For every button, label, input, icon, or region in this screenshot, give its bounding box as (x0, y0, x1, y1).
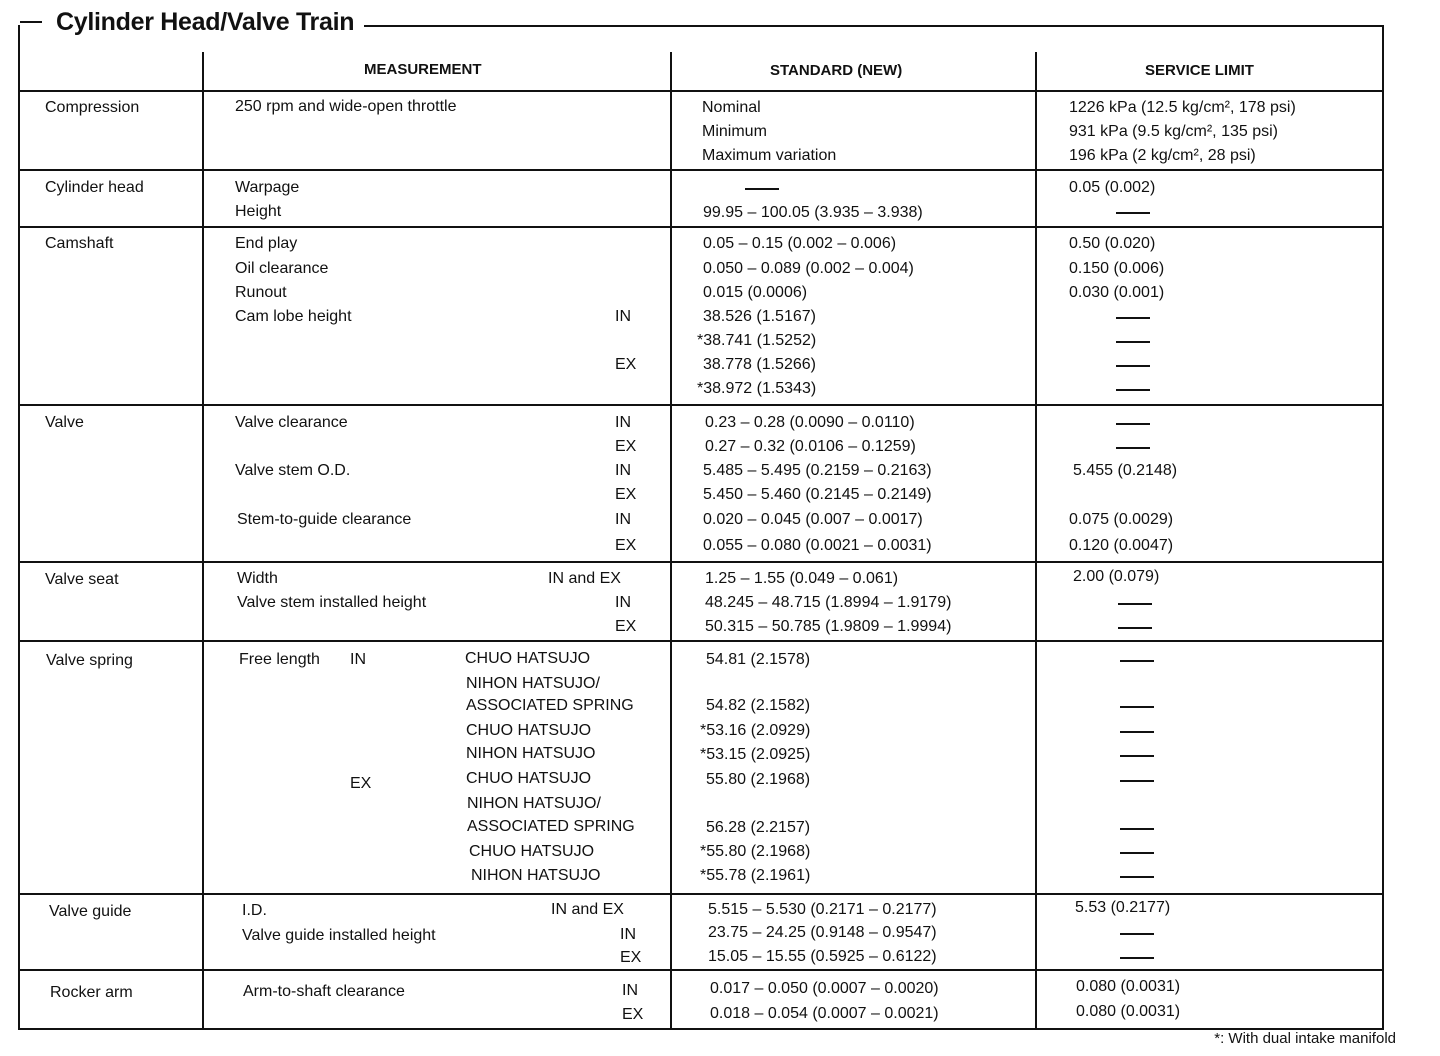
row-divider (18, 226, 1384, 228)
row-divider (18, 169, 1384, 171)
standard-value: 0.017 – 0.050 (0.0007 – 0.0020) (710, 980, 939, 997)
limit-value: 0.150 (0.006) (1069, 260, 1165, 277)
standard-value: *38.741 (1.5252) (697, 332, 817, 349)
measurement-item: Warpage (235, 179, 300, 196)
row-divider (18, 893, 1384, 895)
col-divider (202, 52, 204, 1030)
standard-value: 23.75 – 24.25 (0.9148 – 0.9547) (708, 924, 937, 941)
no-value-dash (1120, 780, 1154, 782)
spring-maker: ASSOCIATED SPRING (466, 697, 634, 714)
measurement-item: Valve clearance (235, 414, 348, 431)
row-divider (18, 90, 1384, 92)
limit-value: 0.030 (0.001) (1069, 284, 1165, 301)
ex-label: EX (615, 537, 637, 554)
title-rule (20, 21, 42, 23)
limit-value: 0.075 (0.0029) (1069, 511, 1174, 528)
no-value-dash (745, 188, 779, 190)
footnote: *: With dual intake manifold (1214, 1030, 1396, 1047)
standard-value: 5.515 – 5.530 (0.2171 – 0.2177) (708, 901, 937, 918)
standard-value: 15.05 – 15.55 (0.5925 – 0.6122) (708, 948, 937, 965)
limit-value: 5.53 (0.2177) (1075, 899, 1171, 916)
standard-value: Maximum variation (702, 147, 837, 164)
limit-value: 0.080 (0.0031) (1076, 978, 1181, 995)
ex-label: EX (620, 949, 642, 966)
standard-value: 0.23 – 0.28 (0.0090 – 0.0110) (705, 414, 915, 431)
standard-value: 5.450 – 5.460 (0.2145 – 0.2149) (703, 486, 932, 503)
row-label-compression: Compression (45, 99, 140, 116)
row-divider (18, 561, 1384, 563)
standard-value: 55.80 (2.1968) (706, 771, 811, 788)
measurement-item: Free length (239, 651, 320, 668)
measurement-item: Arm-to-shaft clearance (243, 983, 405, 1000)
limit-value: 0.50 (0.020) (1069, 235, 1156, 252)
ex-label: EX (615, 486, 637, 503)
limit-value: 0.120 (0.0047) (1069, 537, 1174, 554)
row-label-valve-seat: Valve seat (45, 571, 119, 588)
no-value-dash (1116, 365, 1150, 367)
standard-value: Nominal (702, 99, 761, 116)
col-divider (1035, 52, 1037, 1030)
ex-label: EX (615, 356, 637, 373)
limit-value: 5.455 (0.2148) (1073, 462, 1178, 479)
spring-maker: NIHON HATSUJO/ (467, 795, 601, 812)
no-value-dash (1118, 627, 1152, 629)
measurement-item: Runout (235, 284, 287, 301)
header-standard: STANDARD (NEW) (770, 62, 903, 79)
spring-maker: CHUO HATSUJO (466, 770, 592, 787)
standard-value: 56.28 (2.2157) (706, 819, 811, 836)
measurement-item: 250 rpm and wide-open throttle (235, 98, 457, 115)
page-title: Cylinder Head/Valve Train (56, 7, 355, 36)
measurement-item: Oil clearance (235, 260, 329, 277)
in-and-ex-label: IN and EX (548, 570, 621, 587)
in-label: IN (622, 982, 638, 999)
no-value-dash (1116, 212, 1150, 214)
header-service-limit: SERVICE LIMIT (1145, 62, 1254, 79)
no-value-dash (1120, 876, 1154, 878)
row-divider (18, 969, 1384, 971)
ex-label: EX (350, 775, 372, 792)
standard-value: 0.27 – 0.32 (0.0106 – 0.1259) (705, 438, 916, 455)
standard-value: 0.05 – 0.15 (0.002 – 0.006) (703, 235, 897, 252)
in-label: IN (615, 462, 631, 479)
no-value-dash (1120, 852, 1154, 854)
spring-maker: NIHON HATSUJO (466, 745, 596, 762)
limit-value: 196 kPa (2 kg/cm², 28 psi) (1069, 147, 1256, 164)
row-label-valve-guide: Valve guide (49, 903, 132, 920)
measurement-item: Cam lobe height (235, 308, 352, 325)
in-label: IN (615, 594, 631, 611)
no-value-dash (1120, 828, 1154, 830)
no-value-dash (1118, 603, 1152, 605)
standard-value: *55.80 (2.1968) (700, 843, 811, 860)
standard-value: 54.82 (2.1582) (706, 697, 811, 714)
no-value-dash (1116, 423, 1150, 425)
standard-value: Minimum (702, 123, 767, 140)
measurement-item: Valve guide installed height (242, 927, 436, 944)
standard-value: 54.81 (2.1578) (706, 651, 811, 668)
standard-value: 50.315 – 50.785 (1.9809 – 1.9994) (705, 618, 952, 635)
limit-value: 1226 kPa (12.5 kg/cm², 178 psi) (1069, 99, 1296, 116)
no-value-dash (1120, 957, 1154, 959)
standard-value: 1.25 – 1.55 (0.049 – 0.061) (705, 570, 899, 587)
spring-maker: CHUO HATSUJO (465, 650, 591, 667)
in-label: IN (615, 414, 631, 431)
measurement-item: Valve stem installed height (237, 594, 427, 611)
header-measurement: MEASUREMENT (364, 61, 482, 78)
no-value-dash (1120, 731, 1154, 733)
in-label: IN (615, 511, 631, 528)
title-wrap (20, 4, 364, 40)
standard-value: 0.055 – 0.080 (0.0021 – 0.0031) (703, 537, 932, 554)
ex-label: EX (615, 438, 637, 455)
spring-maker: ASSOCIATED SPRING (467, 818, 635, 835)
row-label-valve-spring: Valve spring (46, 652, 133, 669)
spring-maker: CHUO HATSUJO (466, 722, 592, 739)
measurement-item: Valve stem O.D. (235, 462, 351, 479)
standard-value: 38.526 (1.5167) (703, 308, 816, 325)
no-value-dash (1116, 389, 1150, 391)
standard-value: *38.972 (1.5343) (697, 380, 817, 397)
limit-value: 2.00 (0.079) (1073, 568, 1160, 585)
standard-value: *53.16 (2.0929) (700, 722, 811, 739)
in-label: IN (620, 926, 636, 943)
no-value-dash (1116, 447, 1150, 449)
standard-value: 0.018 – 0.054 (0.0007 – 0.0021) (710, 1005, 939, 1022)
row-label-cylinder-head: Cylinder head (45, 179, 144, 196)
spring-maker: NIHON HATSUJO (471, 867, 601, 884)
standard-value: 0.020 – 0.045 (0.007 – 0.0017) (703, 511, 923, 528)
standard-value: 99.95 – 100.05 (3.935 – 3.938) (703, 204, 923, 221)
limit-value: 931 kPa (9.5 kg/cm², 135 psi) (1069, 123, 1278, 140)
measurement-item: Height (235, 203, 282, 220)
standard-value: *55.78 (2.1961) (700, 867, 811, 884)
in-label: IN (350, 651, 366, 668)
measurement-item: End play (235, 235, 298, 252)
standard-value: 0.015 (0.0006) (703, 284, 808, 301)
measurement-item: I.D. (242, 902, 267, 919)
row-label-rocker-arm: Rocker arm (50, 984, 133, 1001)
no-value-dash (1120, 660, 1154, 662)
spring-maker: CHUO HATSUJO (469, 843, 595, 860)
col-divider (670, 52, 672, 1030)
row-label-camshaft: Camshaft (45, 235, 114, 252)
row-label-valve: Valve (45, 414, 84, 431)
ex-label: EX (622, 1006, 644, 1023)
limit-value: 0.05 (0.002) (1069, 179, 1156, 196)
no-value-dash (1120, 706, 1154, 708)
no-value-dash (1116, 317, 1150, 319)
standard-value: 5.485 – 5.495 (0.2159 – 0.2163) (703, 462, 932, 479)
no-value-dash (1116, 341, 1150, 343)
standard-value: 0.050 – 0.089 (0.002 – 0.004) (703, 260, 914, 277)
no-value-dash (1120, 933, 1154, 935)
spring-maker: NIHON HATSUJO/ (466, 675, 600, 692)
row-divider (18, 640, 1384, 642)
row-divider (18, 404, 1384, 406)
measurement-item: Width (237, 570, 278, 587)
no-value-dash (1120, 755, 1154, 757)
in-and-ex-label: IN and EX (551, 901, 624, 918)
standard-value: 38.778 (1.5266) (703, 356, 816, 373)
standard-value: *53.15 (2.0925) (700, 746, 811, 763)
standard-value: 48.245 – 48.715 (1.8994 – 1.9179) (705, 594, 952, 611)
ex-label: EX (615, 618, 637, 635)
in-label: IN (615, 308, 631, 325)
measurement-item: Stem-to-guide clearance (237, 511, 412, 528)
limit-value: 0.080 (0.0031) (1076, 1003, 1181, 1020)
